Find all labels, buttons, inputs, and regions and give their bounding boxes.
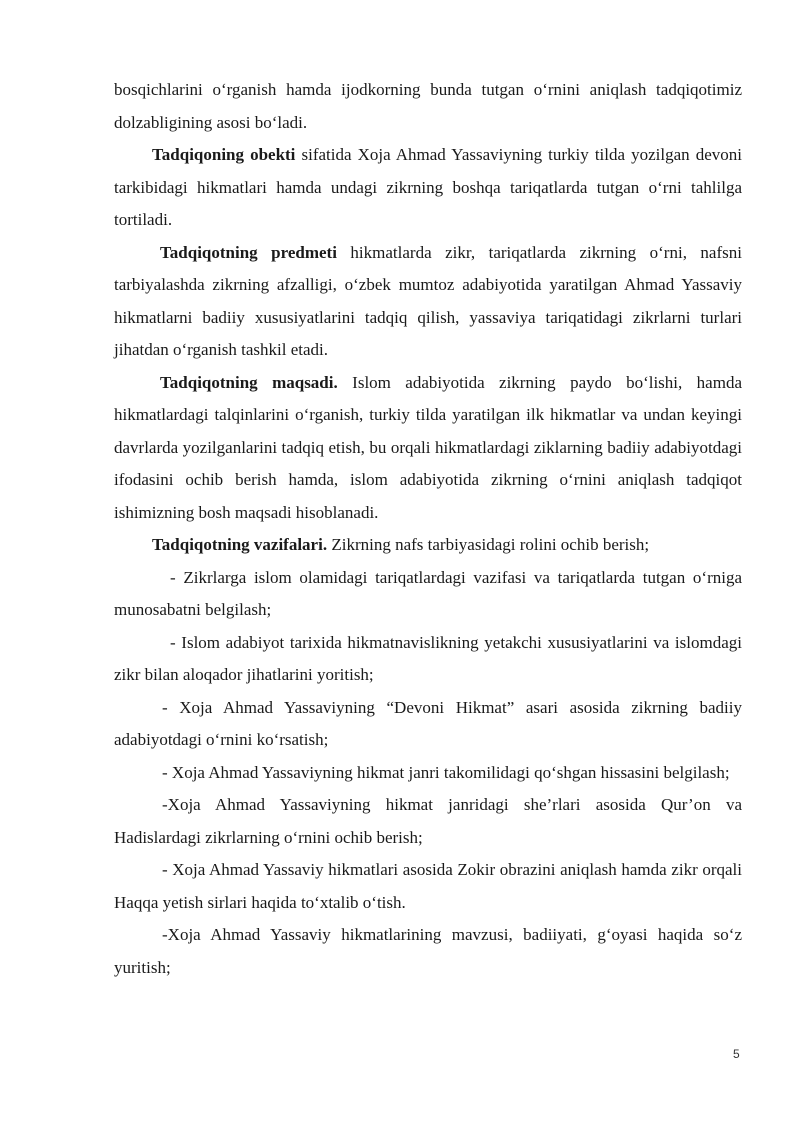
paragraph-text: - Xoja Ahmad Yassaviyning hikmat janri takomilidagi qo‘shgan hissasini belgilash; — [162, 762, 730, 782]
paragraph-text: - Islom adabiyot tarixida hikmatnavislikning yetakchi xususiyatlarini va islomdagi zikr bilan aloqador jihatlarini yoritish; — [114, 632, 742, 684]
list-item-task — [114, 627, 742, 692]
paragraph-text: sifatida Xoja Ahmad Yassaviyning turkiy tilda yozilgan devoni tarkibidagi hikmatlari hamda undagi zikrning boshqa tariqatlarda tutgan o‘rni tahlilga tortiladi. — [114, 145, 742, 229]
bold-heading: Tadqiqotning maqsadi. — [160, 372, 338, 392]
bold-heading: Tadqiqotning predmeti — [160, 242, 337, 262]
paragraph-text: - Xoja Ahmad Yassaviy hikmatlari asosida Zokir obrazini aniqlash hamda zikr orqali Haqqa yetish sirlari haqida to‘xtalib o‘tish. — [114, 860, 742, 912]
page-number: 5 — [733, 1047, 740, 1061]
paragraph-text: -Xoja Ahmad Yassaviyning hikmat janridagi she’rlari asosida Qur’on va Hadislardagi zikrlarning o‘rnini ochib berish; — [114, 795, 742, 847]
paragraph-research-goal — [114, 367, 742, 530]
paragraph-research-tasks — [114, 529, 742, 562]
paragraph-text: Zikrning nafs tarbiyasidagi rolini ochib berish; — [327, 535, 650, 554]
paragraph-text: - Zikrlarga islom olamidagi tariqatlardagi vazifasi va tariqatlarda tutgan o‘rniga munosabatni belgilash; — [114, 567, 742, 619]
list-item-task — [114, 789, 742, 854]
page-body — [114, 74, 742, 984]
paragraph-text: -Xoja Ahmad Yassaviy hikmatlarining mavzusi, badiiyati, g‘oyasi haqida so‘z yuritish; — [114, 925, 742, 977]
paragraph-continuation — [114, 74, 742, 139]
list-item-task — [114, 854, 742, 919]
list-item-task — [114, 919, 742, 984]
paragraph-research-object — [114, 139, 742, 237]
paragraph-research-subject — [114, 237, 742, 367]
paragraph-text: bosqichlarini o‘rganish hamda ijodkorning bunda tutgan o‘rnini aniqlash tadqiqotimiz dolzabligining asosi bo‘ladi. — [114, 80, 742, 132]
list-item-task — [114, 562, 742, 627]
list-item-task — [114, 692, 742, 757]
paragraph-text: hikmatlarda zikr, tariqatlarda zikrning o‘rni, nafsni tarbiyalashda zikrning afzalligi, o‘zbek mumtoz adabiyotida yaratilgan Ahmad Yassaviy hikmatlarni badiiy xususiyatlarini tadqiq qilish, yassaviya tariqatidagi zikrlarni turlari jihatdan o‘rganish tashkil etadi. — [114, 242, 742, 359]
bold-heading: Tadqiqoning obekti — [152, 145, 296, 164]
paragraph-text: Islom adabiyotida zikrning paydo bo‘lishi, hamda hikmatlardagi talqinlarini o‘rganish, turkiy tilda yaratilgan ilk hikmatlar va undan keyingi davrlarda yozilganlarini tadqiq etish, bu orqali hikmatlardagi ziklarning badiiy adabiyotdagi ifodasini ochib berish hamda, islom adabiyotida zikrning o‘rnini aniqlash tadqiqot ishimizning bosh maqsadi hisoblanadi. — [114, 372, 742, 522]
bold-heading: Tadqiqotning vazifalari. — [152, 535, 328, 554]
list-item-task — [114, 757, 742, 790]
paragraph-text: - Xoja Ahmad Yassaviyning “Devoni Hikmat” asari asosida zikrning badiiy adabiyotdagi o‘rnini ko‘rsatish; — [114, 697, 742, 749]
